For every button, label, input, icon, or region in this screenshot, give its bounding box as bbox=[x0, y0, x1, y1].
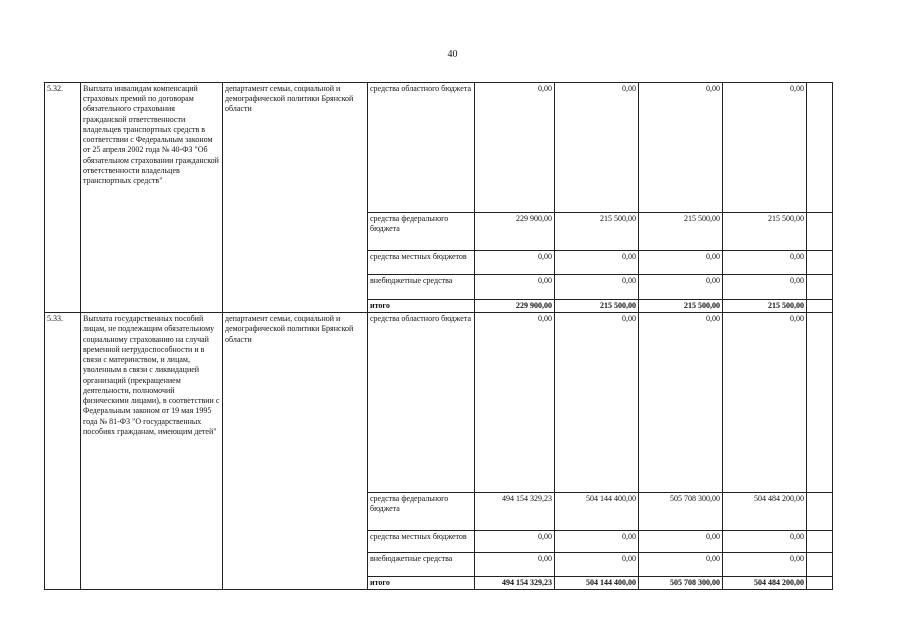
empty-cell bbox=[807, 300, 833, 313]
funding-source: внебюджетные средства bbox=[368, 553, 475, 577]
amount-cell: 215 500,00 bbox=[723, 213, 807, 251]
amount-cell: 0,00 bbox=[555, 83, 639, 213]
amount-cell: 0,00 bbox=[475, 531, 555, 553]
amount-cell: 504 484 200,00 bbox=[723, 493, 807, 531]
amount-cell: 0,00 bbox=[639, 531, 723, 553]
amount-cell: 215 500,00 bbox=[555, 213, 639, 251]
amount-cell: 0,00 bbox=[555, 313, 639, 493]
amount-cell: 0,00 bbox=[555, 553, 639, 577]
empty-cell bbox=[807, 213, 833, 251]
amount-cell: 0,00 bbox=[475, 251, 555, 275]
section-executor: департамент семьи, социальной и демографической политики Брянской области bbox=[223, 83, 368, 313]
funding-source: средства федерального бюджета bbox=[368, 213, 475, 251]
total-cell: 215 500,00 bbox=[555, 300, 639, 313]
amount-cell: 215 500,00 bbox=[639, 213, 723, 251]
section-executor: департамент семьи, социальной и демографической политики Брянской области bbox=[223, 313, 368, 590]
total-cell: 229 900,00 bbox=[475, 300, 555, 313]
amount-cell: 229 900,00 bbox=[475, 213, 555, 251]
empty-cell bbox=[807, 493, 833, 531]
amount-cell: 0,00 bbox=[639, 553, 723, 577]
total-cell: 504 144 400,00 bbox=[555, 577, 639, 590]
empty-cell bbox=[807, 577, 833, 590]
amount-cell: 0,00 bbox=[639, 275, 723, 300]
table-row bbox=[45, 83, 833, 213]
amount-cell: 0,00 bbox=[723, 531, 807, 553]
amount-cell: 494 154 329,23 bbox=[475, 493, 555, 531]
amount-cell: 0,00 bbox=[555, 275, 639, 300]
total-cell: 215 500,00 bbox=[723, 300, 807, 313]
total-cell: 215 500,00 bbox=[639, 300, 723, 313]
section-code: 5.33. bbox=[45, 313, 81, 590]
section-description: Выплата государственных пособий лицам, не подлежащим обязательному социальному страхованию на случай временной нетрудоспособности и в связи с материнством, и лицам, уволенным в связи с ликвидацией организаций (прекращением деятельности, полномочий физическими лицами), в соответствии с Федеральным законом от 19 мая 1995 года № 81-ФЗ "О государственных пособиях гражданам, имеющим детей" bbox=[81, 313, 223, 590]
table-row bbox=[45, 313, 833, 493]
page-number: 40 bbox=[447, 49, 458, 60]
budget-table bbox=[44, 82, 833, 590]
empty-cell bbox=[807, 531, 833, 553]
funding-source: средства местных бюджетов bbox=[368, 251, 475, 275]
empty-cell bbox=[807, 313, 833, 493]
total-cell: 494 154 329,23 bbox=[475, 577, 555, 590]
amount-cell: 0,00 bbox=[639, 83, 723, 213]
amount-cell: 0,00 bbox=[475, 275, 555, 300]
amount-cell: 505 708 300,00 bbox=[639, 493, 723, 531]
funding-source: средства областного бюджета bbox=[368, 83, 475, 213]
funding-source: средства областного бюджета bbox=[368, 313, 475, 493]
amount-cell: 0,00 bbox=[723, 553, 807, 577]
amount-cell: 0,00 bbox=[475, 313, 555, 493]
section-code: 5.32. bbox=[45, 83, 81, 313]
amount-cell: 0,00 bbox=[639, 251, 723, 275]
empty-cell bbox=[807, 553, 833, 577]
amount-cell: 0,00 bbox=[723, 83, 807, 213]
empty-cell bbox=[807, 275, 833, 300]
funding-source: средства местных бюджетов bbox=[368, 531, 475, 553]
empty-cell bbox=[807, 83, 833, 213]
funding-source: средства федерального бюджета bbox=[368, 493, 475, 531]
amount-cell: 0,00 bbox=[555, 531, 639, 553]
total-cell: 504 484 200,00 bbox=[723, 577, 807, 590]
funding-source: внебюджетные средства bbox=[368, 275, 475, 300]
empty-cell bbox=[807, 251, 833, 275]
section-description: Выплата инвалидам компенсаций страховых премий по договорам обязательного страхования гражданской ответственности владельцев транспортных средств в соответствии с Федеральным законом от 25 апреля 2002 года № 40-ФЗ "Об обязательном страховании гражданской ответственности владельцев транспортных средств" bbox=[81, 83, 223, 313]
amount-cell: 0,00 bbox=[723, 313, 807, 493]
amount-cell: 0,00 bbox=[723, 275, 807, 300]
amount-cell: 0,00 bbox=[555, 251, 639, 275]
amount-cell: 504 144 400,00 bbox=[555, 493, 639, 531]
funding-source: итого bbox=[368, 300, 475, 313]
amount-cell: 0,00 bbox=[475, 553, 555, 577]
total-cell: 505 708 300,00 bbox=[639, 577, 723, 590]
amount-cell: 0,00 bbox=[723, 251, 807, 275]
funding-source: итого bbox=[368, 577, 475, 590]
amount-cell: 0,00 bbox=[475, 83, 555, 213]
amount-cell: 0,00 bbox=[639, 313, 723, 493]
